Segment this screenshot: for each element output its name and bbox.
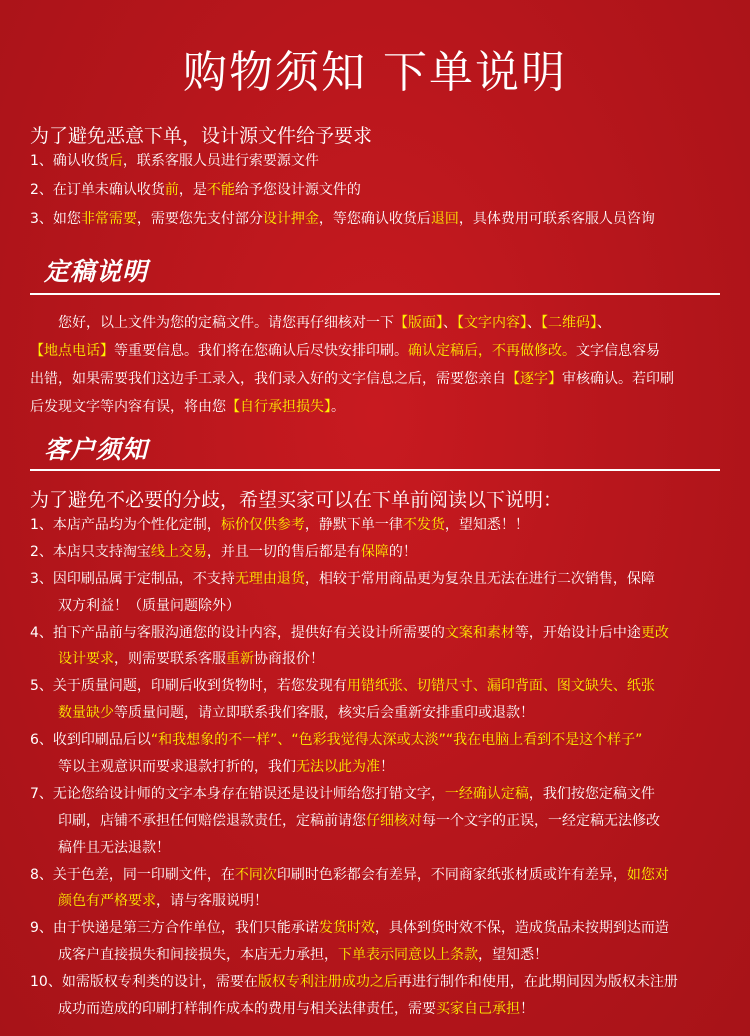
page-title: 购物须知 下单说明 bbox=[183, 47, 567, 98]
highlighted-text: 如您对 bbox=[626, 866, 669, 883]
highlighted-text: 【地点电话】 bbox=[30, 343, 114, 359]
highlighted-text: 版权专利注册成功之后 bbox=[257, 974, 398, 991]
text-line bbox=[30, 944, 730, 971]
text-segment: ，则需要联系客服 bbox=[114, 651, 226, 668]
highlighted-text: 不能 bbox=[206, 182, 235, 198]
text-segment: ，静默下单一律 bbox=[304, 517, 403, 533]
text-segment: 等质量问题，请立即联系我们客服，核实后会重新安排重印或退款！ bbox=[114, 705, 534, 722]
text-segment: ，我们按您定稿文件 bbox=[528, 785, 655, 802]
text-segment: 印刷时色彩都会有差异，不同商家纸张材质或许有差异， bbox=[276, 866, 627, 883]
text-segment: ，并且一切的售后都是有 bbox=[206, 543, 361, 560]
highlighted-text: 退回 bbox=[430, 211, 459, 227]
text-segment bbox=[30, 651, 58, 667]
text-line bbox=[30, 648, 730, 675]
text-segment: 3、因印刷品属于定制品，不支持 bbox=[30, 570, 235, 587]
text-line bbox=[30, 368, 720, 396]
highlighted-text: 颜色有严格要求 bbox=[58, 893, 156, 910]
text-segment: ，是 bbox=[178, 182, 207, 198]
text-line bbox=[30, 675, 730, 702]
text-line bbox=[30, 622, 730, 649]
text-segment: 出错，如果需要我们这边手工录入，我们录入好的文字信息之后，需要您亲自 bbox=[30, 371, 506, 387]
text-segment: ，请与客服说明！ bbox=[156, 893, 268, 910]
text-segment: 再进行制作和使用，在此期间因为版权未注册 bbox=[397, 974, 678, 991]
text-line bbox=[30, 208, 730, 237]
confirm-paragraph bbox=[30, 312, 720, 424]
text-segment: 给予您设计源文件的 bbox=[234, 182, 361, 198]
highlighted-text: 确认定稿后，不再做修改。 bbox=[408, 343, 576, 359]
text-line bbox=[30, 864, 730, 891]
highlighted-text: 无法以此为准 bbox=[296, 759, 380, 776]
text-segment: 3、如您 bbox=[30, 211, 81, 227]
text-segment: ，需要您先支付部分 bbox=[136, 211, 263, 227]
text-line bbox=[30, 595, 730, 622]
highlighted-text: 【二维码】 bbox=[541, 315, 597, 331]
highlighted-text: 【自行承担损失】 bbox=[226, 399, 331, 415]
text-line bbox=[30, 312, 720, 340]
text-segment: 7、无论您给设计师的文字本身存在错误还是设计师给您打错文字， bbox=[30, 785, 445, 802]
text-segment: ，望知悉！ bbox=[478, 947, 548, 964]
text-line bbox=[30, 541, 730, 568]
highlighted-text: 无理由退货 bbox=[234, 570, 305, 587]
highlighted-text: 一经确认定稿 bbox=[444, 785, 529, 802]
text-segment: 、 bbox=[597, 315, 611, 331]
text-line bbox=[30, 702, 730, 729]
text-line bbox=[30, 971, 730, 998]
highlighted-text: 数量缺少 bbox=[58, 705, 114, 722]
text-line bbox=[30, 150, 730, 179]
text-segment: 审核确认。若印刷 bbox=[562, 371, 674, 387]
highlighted-text: 不发货 bbox=[402, 517, 445, 533]
text-segment: ，具体到货时效不保，造成货品未按期到达而造 bbox=[374, 920, 669, 937]
customer-subheading: 为了避免不必要的分歧，希望买家可以在下单前阅读以下说明： bbox=[30, 489, 563, 511]
text-segment: 稿件且无法退款！ bbox=[30, 839, 170, 856]
highlighted-text: “和我想象的不一样”、“色彩我觉得太深或太淡”“我在电脑上看到不是这个样子” bbox=[150, 732, 643, 749]
highlighted-text: 标价仅供参考 bbox=[220, 517, 305, 533]
text-segment: 等以主观意识而要求退款打折的，我们 bbox=[30, 759, 296, 776]
highlighted-text: 下单表示同意以上条款 bbox=[338, 947, 478, 964]
text-segment: ！ bbox=[520, 1001, 534, 1018]
customer-notice-list bbox=[30, 514, 730, 1025]
text-line bbox=[30, 783, 730, 810]
text-segment: ，相较于常用商品更为复杂且无法在进行二次销售，保障 bbox=[304, 570, 655, 587]
highlighted-text: 线上交易 bbox=[150, 543, 207, 560]
text-segment: ，具体费用可联系客服人员咨询 bbox=[458, 211, 655, 227]
highlighted-text: 用错纸张、切错尺寸、漏印背面、图文缺失、纸张 bbox=[346, 678, 655, 695]
highlighted-text: 文案和素材 bbox=[444, 624, 515, 641]
text-line bbox=[30, 729, 730, 756]
text-segment: 1、本店产品均为个性化定制， bbox=[30, 517, 221, 533]
text-line bbox=[30, 890, 730, 917]
text-segment: 印刷，店铺不承担任何赔偿退款责任，定稿前请您 bbox=[30, 812, 366, 829]
text-segment: 后发现文字等内容有误，将由您 bbox=[30, 399, 226, 415]
confirm-section-heading: 定稿说明 bbox=[44, 257, 149, 286]
highlighted-text: 不同次 bbox=[234, 866, 277, 883]
text-segment bbox=[30, 893, 58, 909]
text-segment: 的！ bbox=[388, 543, 417, 560]
text-segment: ！ bbox=[380, 759, 394, 776]
highlighted-text: 更改 bbox=[640, 624, 669, 641]
intro-list bbox=[30, 150, 730, 237]
highlighted-text: 仔细核对 bbox=[366, 812, 422, 829]
text-segment: 等，开始设计后中途 bbox=[514, 624, 641, 641]
text-segment: 9、由于快递是第三方合作单位，我们只能承诺 bbox=[30, 920, 319, 937]
highlighted-text: 【逐字】 bbox=[506, 371, 562, 387]
text-segment: 每一个文字的正误，一经定稿无法修改 bbox=[422, 812, 660, 829]
text-segment: 。 bbox=[331, 399, 345, 415]
text-segment: 2、在订单未确认收货 bbox=[30, 182, 165, 198]
highlighted-text: 发货时效 bbox=[318, 920, 375, 937]
highlighted-text: 保障 bbox=[360, 543, 389, 560]
customer-section-divider bbox=[30, 469, 720, 471]
confirm-section-divider bbox=[30, 293, 720, 295]
highlighted-text: 非常需要 bbox=[80, 211, 137, 227]
text-segment: 协商报价！ bbox=[254, 651, 324, 668]
text-line bbox=[30, 917, 730, 944]
text-segment: 5、关于质量问题，印刷后收到货物时，若您发现有 bbox=[30, 678, 347, 695]
text-line bbox=[30, 998, 730, 1025]
text-line bbox=[30, 396, 720, 424]
highlighted-text: 【版面】 bbox=[394, 315, 443, 331]
text-line bbox=[30, 179, 730, 208]
highlighted-text: 买家自己承担 bbox=[436, 1001, 520, 1018]
intro-heading: 为了避免恶意下单，设计源文件给予要求 bbox=[30, 125, 373, 147]
text-segment: 成功而造成的印刷打样制作成本的费用与相关法律责任，需要 bbox=[30, 1001, 436, 1018]
text-segment: ，联系客服人员进行索要源文件 bbox=[122, 153, 319, 169]
text-segment bbox=[30, 705, 58, 721]
text-segment: 您好，以上文件为您的定稿文件。请您再仔细核对一下 bbox=[30, 315, 394, 331]
text-line bbox=[30, 810, 730, 837]
text-segment: 、 bbox=[443, 315, 457, 331]
text-line bbox=[30, 514, 730, 541]
customer-section-heading: 客户须知 bbox=[44, 435, 149, 464]
text-segment: 文字信息容易 bbox=[576, 343, 660, 359]
highlighted-text: 前 bbox=[164, 182, 179, 198]
text-segment: 10、如需版权专利类的设计，需要在 bbox=[30, 974, 258, 991]
highlighted-text: 【文字内容】 bbox=[457, 315, 527, 331]
highlighted-text: 设计要求 bbox=[58, 651, 114, 668]
text-line bbox=[30, 568, 730, 595]
text-line bbox=[30, 756, 730, 783]
text-line bbox=[30, 837, 730, 864]
text-segment: 4、拍下产品前与客服沟通您的设计内容，提供好有关设计所需要的 bbox=[30, 624, 445, 641]
text-line bbox=[30, 340, 720, 368]
text-segment: 1、确认收货 bbox=[30, 153, 109, 169]
text-segment: 2、本店只支持淘宝 bbox=[30, 543, 151, 560]
text-segment: 8、关于色差，同一印刷文件，在 bbox=[30, 866, 235, 883]
highlighted-text: 后 bbox=[108, 153, 123, 169]
text-segment: 等重要信息。我们将在您确认后尽快安排印刷。 bbox=[114, 343, 408, 359]
highlighted-text: 重新 bbox=[226, 651, 254, 668]
text-segment: ，等您确认收货后 bbox=[318, 211, 431, 227]
text-segment: ，望知悉！！ bbox=[444, 517, 529, 533]
text-segment: 、 bbox=[527, 315, 541, 331]
text-segment: 成客户直接损失和间接损失，本店无力承担， bbox=[30, 947, 338, 964]
text-segment: 6、收到印刷品后以 bbox=[30, 732, 151, 749]
text-segment: 双方利益！（质量问题除外） bbox=[30, 597, 240, 614]
highlighted-text: 设计押金 bbox=[262, 211, 319, 227]
